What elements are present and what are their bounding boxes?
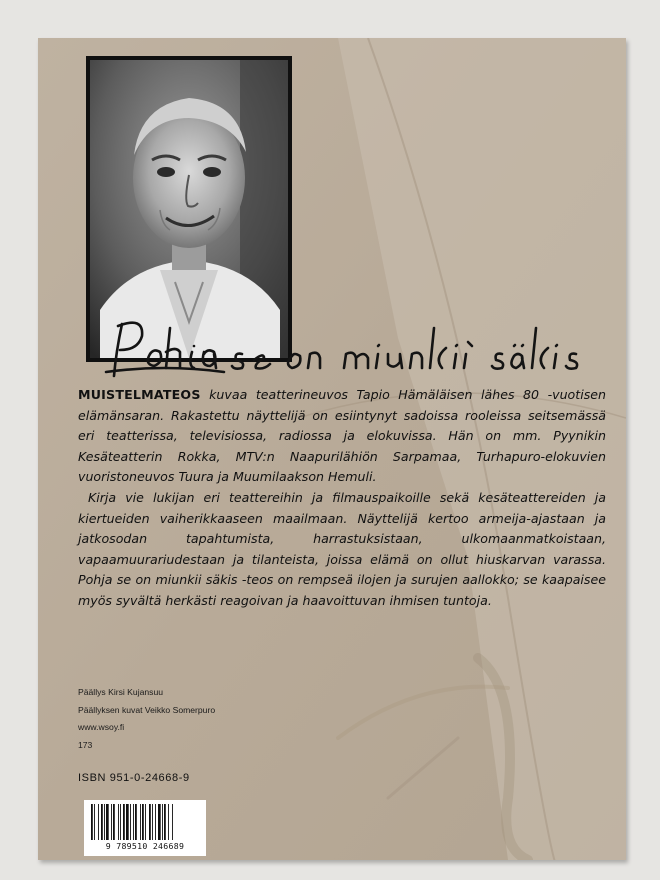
classification-code: 173 xyxy=(78,739,93,750)
barcode-number: 9 789510 246689 xyxy=(105,841,185,851)
cover-credit: Päällys Kirsi Kujansuu xyxy=(78,687,164,697)
isbn-label: ISBN 951-0-24668-9 xyxy=(78,772,190,784)
book-description xyxy=(78,385,606,612)
publisher-website: www.wsoy.fi xyxy=(78,722,125,733)
signature-title xyxy=(104,302,624,382)
description-paragraph-1-text: kuvaa teatterineuvos Tapio Hämäläisen lähes 80 -vuotisen elämänsaran. Rakastettu näyttelijä on esiintynyt sadoissa rooleissa seitsemässä eri teatterissa, televisiossa, radiossa ja elokuvissa. Hän on mm. Pyynikin Kesäteatterin Rokka, MTV:n Naapurilähiön Sarpamaa, Turhapuro-elokuvien vuoristoneuvos Tuura ja Muumilaakson Hemuli. xyxy=(78,387,606,485)
description-paragraph-2: Kirja vie lukijan eri teattereihin ja filmauspaikoille sekä kesäteattereiden ja kiertueiden vaiherikkaaseen maailmaan. Näyttelijä kertoo armeija-ajastaan ja jatkosodan tapahtumista, harrastuksistaan, ulkomaanmatkoistaan, vapaamuurariudestaan ja tilanteista, joissa elämä on ollut hiuskarvan varassa. Pohja se on miunkii säkis -teos on rempseä ilojen ja surujen aallokko; se kaapaisee myös syvältä herkästi reagoivan ja haavoittuvan ihmisen tuntoja. xyxy=(78,489,606,608)
book-back-cover xyxy=(38,38,626,860)
photo-credit: Päällyksen kuvat Veikko Somerpuro xyxy=(78,704,216,715)
description-paragraph-1 xyxy=(78,385,606,488)
barcode-bars xyxy=(90,804,200,840)
credits xyxy=(78,684,338,754)
description-lead-word: MUISTELMATEOS xyxy=(78,387,201,402)
barcode xyxy=(84,800,206,856)
